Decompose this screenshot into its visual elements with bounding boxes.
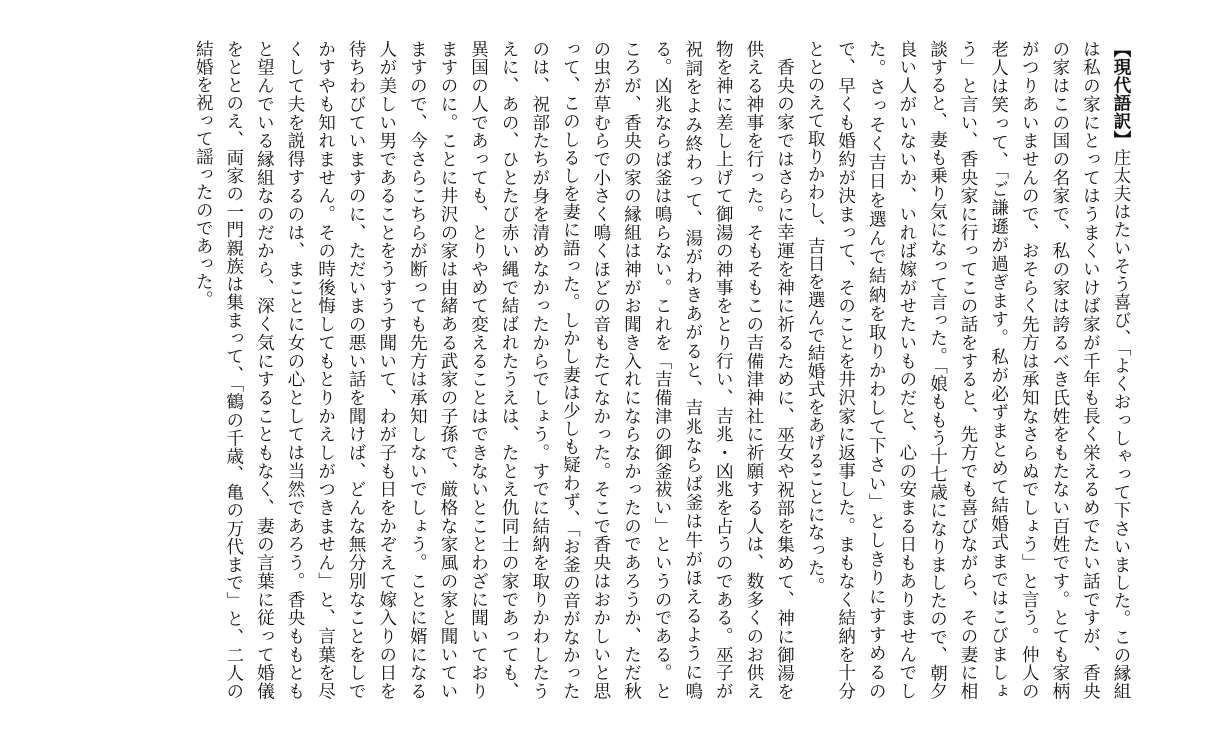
translation-text-block bbox=[188, 40, 1136, 700]
paragraph-1 bbox=[799, 40, 1136, 700]
paragraph-2: 香央の家ではさらに幸運を神に祈るために、巫女や祝部を集めて、神に御湯を供える神事を行った。そもそもこの吉備津神社に祈願する人は、数多くのお供え物を神に差し上げて御湯の神事をとり行い、吉兆・凶兆を占うのである。巫子が祝詞をよみ終わって、湯がわきあがると、吉兆ならば釜は牛がほえるように鳴る。凶兆ならば釜は鳴らない。これを「吉備津の御釜祓い」というのである。ところが、香央の家の縁組は神がお聞き入れにならなかったのであろうか、ただ秋の虫が草むらで小さく鳴くほどの音もたてなかった。そこで香央はおかしいと思って、このしるしを妻に語った。しかし妻は少しも疑わず、「お釜の音がなかったのは、祝部たちが身を清めなかったからでしょう。すでに結納を取りかわしたうえに、あの、ひとたび赤い縄で結ばれたうえは、たとえ仇同士の家であっても、異国の人であっても、とりやめて変えることはできないとことわざに聞いておりますのに。ことに井沢の家は由緒ある武家の子孫で、厳格な家風の家と聞いていますので、今さらこちらが断っても先方は承知しないでしょう。ことに婿になる人が美しい男であることをうすうす聞いて、わが子も日をかぞえて嫁入りの日を待ちわびていますのに、ただいまの悪い話を聞けば、どんな無分別なことをしでかすやも知れません。その時後悔してもとりかえしがつきません」と、言葉を尽くして夫を説得するのは、まことに女の心としては当然であろう。香央ももともと望んでいる縁組なのだから、深く気にすることもなく、妻の言葉に従って婚儀をととのえ、両家の一門親族は集まって、「鶴の千歳、亀の万代まで」と、二人の結婚を祝って謡ったのであった。 bbox=[193, 40, 795, 700]
paragraph-1-text: 庄太夫はたいそう喜び、「よくおっしゃって下さいました。この縁組は私の家にとってはうまくいけば家が千年も長く栄えるめでたい話ですが、香央の家はこの国の名家で、私の家は誇るべき氏姓をもたない百姓です。とても家柄がつりあいませんので、おそらく先方は承知なさらぬでしょう」と言う。仲人の老人は笑って、「ご謙遜が過ぎます。私が必ずまとめて結婚式まではこびましょう」と言い、香央家に行ってこの話をすると、先方でも喜びながら、その妻に相談すると、妻も乗り気になって言った。「娘ももう十七歳になりましたので、朝夕良い人がいないか、いれば嫁がせたいものだと、心の安まる日もありませんでした。さっそく吉日を選んで結納を取りかわして下さい」としきりにすすめるので、早くも婚約が決まって、そのことを井沢家に返事した。まもなく結納を十分ととのえて取りかわし、吉日を選んで結婚式をあげることになった。 bbox=[805, 40, 1131, 700]
section-label: 【現代語訳】 bbox=[1111, 40, 1131, 149]
